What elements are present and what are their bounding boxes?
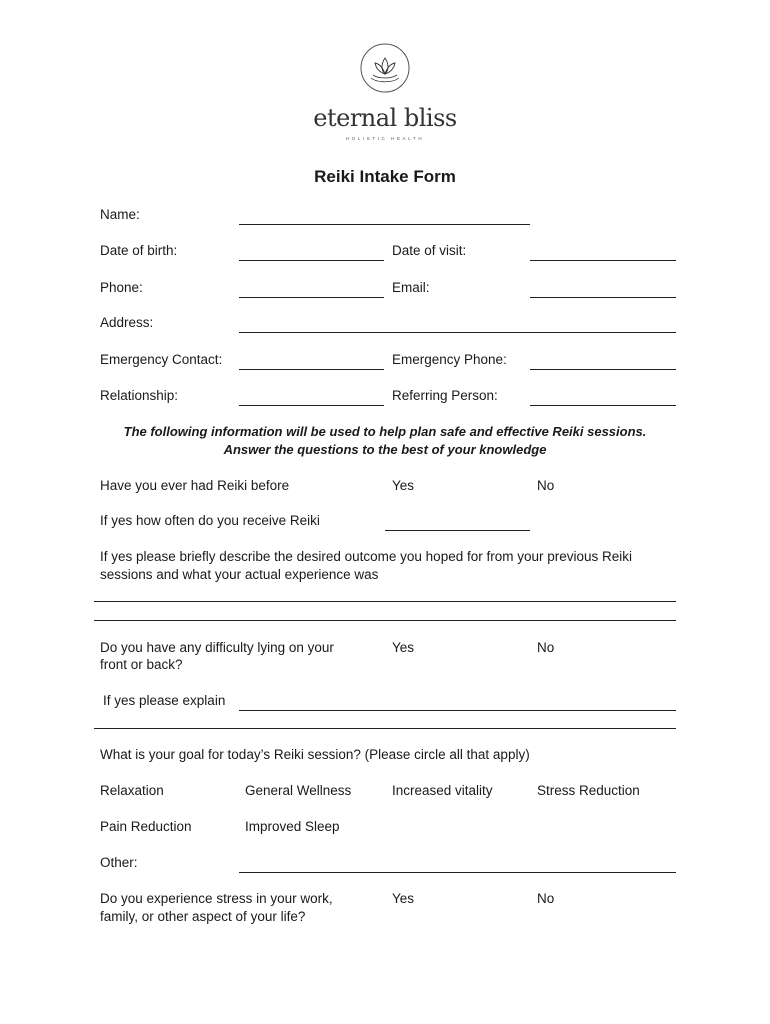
describe-question-line-1: If yes please briefly describe the desired outcome you hoped for from your previous Reiki <box>100 549 633 564</box>
dob-label: Date of birth: <box>100 243 178 258</box>
stress-question-line-2: family, or other aspect of your life? <box>100 909 306 924</box>
lying-question-line-2: front or back? <box>100 657 183 672</box>
lying-no-option[interactable]: No <box>537 640 555 655</box>
goal-stress-reduction[interactable]: Stress Reduction <box>537 783 640 798</box>
describe-field-line-2[interactable] <box>94 620 676 621</box>
goal-question: What is your goal for today’s Reiki session? (Please circle all that apply) <box>100 747 530 762</box>
how-often-field[interactable] <box>385 530 530 531</box>
emergency-phone-label: Emergency Phone: <box>392 352 507 367</box>
had-reiki-yes-option[interactable]: Yes <box>392 478 415 493</box>
emergency-contact-label: Emergency Contact: <box>100 352 223 367</box>
phone-label: Phone: <box>100 280 143 295</box>
page-title: Reiki Intake Form <box>314 167 456 186</box>
intro-line-2: Answer the questions to the best of your knowledge <box>223 442 547 457</box>
describe-field-line-1[interactable] <box>94 601 676 602</box>
email-label: Email: <box>392 280 430 295</box>
emergency-phone-field[interactable] <box>530 369 676 370</box>
stress-question-line-1: Do you experience stress in your work, <box>100 891 333 906</box>
email-field[interactable] <box>530 297 676 298</box>
address-field[interactable] <box>239 332 676 333</box>
other-field[interactable] <box>239 872 676 873</box>
referring-person-label: Referring Person: <box>392 388 498 403</box>
goal-increased-vitality[interactable]: Increased vitality <box>392 783 493 798</box>
goal-general-wellness[interactable]: General Wellness <box>245 783 352 798</box>
had-reiki-question: Have you ever had Reiki before <box>100 478 290 493</box>
describe-question-line-2: sessions and what your actual experience was <box>100 567 379 582</box>
had-reiki-no-option[interactable]: No <box>537 478 555 493</box>
lying-question-line-1: Do you have any difficulty lying on your <box>100 640 334 655</box>
brand-name: eternal bliss <box>313 104 457 132</box>
goal-pain-reduction[interactable]: Pain Reduction <box>100 819 192 834</box>
goal-relaxation[interactable]: Relaxation <box>100 783 164 798</box>
date-of-visit-field[interactable] <box>530 260 676 261</box>
lotus-hand-icon <box>359 42 411 94</box>
brand-logo <box>310 42 460 147</box>
date-of-visit-label: Date of visit: <box>392 243 467 258</box>
other-label: Other: <box>100 855 138 870</box>
how-often-question: If yes how often do you receive Reiki <box>100 513 320 528</box>
goal-improved-sleep[interactable]: Improved Sleep <box>245 819 340 834</box>
stress-yes-option[interactable]: Yes <box>392 891 415 906</box>
brand-tagline: HOLISTIC HEALTH <box>345 136 425 141</box>
stress-no-option[interactable]: No <box>537 891 555 906</box>
referring-person-field[interactable] <box>530 405 676 406</box>
address-label: Address: <box>100 315 154 330</box>
relationship-label: Relationship: <box>100 388 179 403</box>
intro-line-1: The following information will be used to help plan safe and effective Reiki sessions. <box>123 424 647 439</box>
explain-label: If yes please explain <box>103 693 226 708</box>
explain-field-line-2[interactable] <box>94 728 676 729</box>
lying-yes-option[interactable]: Yes <box>392 640 415 655</box>
relationship-field[interactable] <box>239 405 384 406</box>
name-label: Name: <box>100 207 140 222</box>
phone-field[interactable] <box>239 297 384 298</box>
explain-field-line-1[interactable] <box>239 710 676 711</box>
emergency-contact-field[interactable] <box>239 369 384 370</box>
name-field[interactable] <box>239 224 530 225</box>
dob-field[interactable] <box>239 260 384 261</box>
